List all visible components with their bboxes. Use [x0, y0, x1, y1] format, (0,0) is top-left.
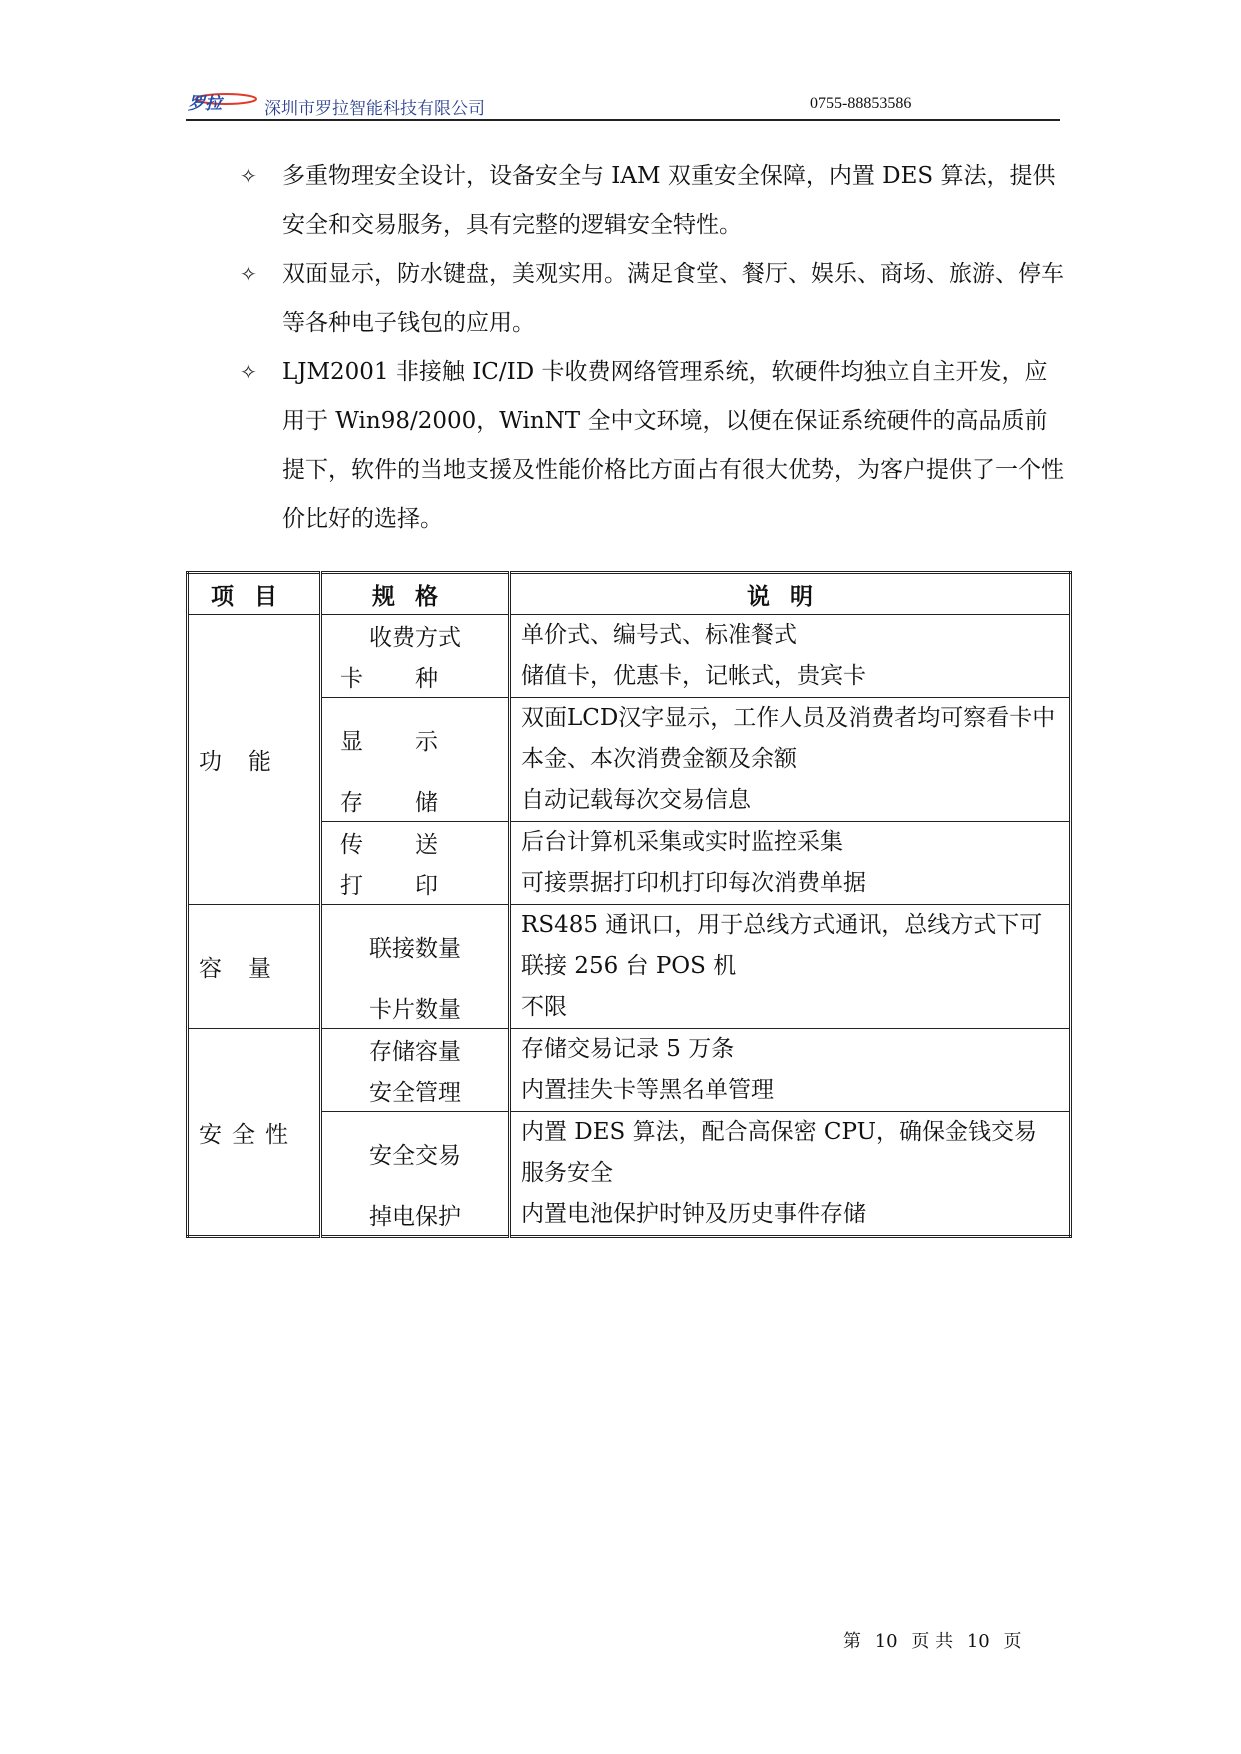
table-row [188, 822, 1071, 864]
page-footer [843, 1627, 1029, 1653]
spec-cell: 收费方式 [321, 615, 510, 657]
spec-cell: 存储容量 [321, 1029, 510, 1071]
table-row [188, 1112, 1071, 1195]
category-function: 功能 [188, 615, 321, 905]
diamond-bullet-icon: ✧ [240, 164, 257, 188]
feature-text: 双面显示，防水键盘，美观实用。满足食堂、餐厅、娱乐、商场、旅游、停车等各种电子钱包的应用。 [282, 261, 1064, 336]
feature-text: 多重物理安全设计，设备安全与 IAM 双重安全保障，内置 DES 算法，提供安全和交易服务，具有完整的逻辑安全特性。 [282, 163, 1056, 238]
header-item: 项目 [188, 573, 321, 615]
spec-cell: 打印 [321, 863, 510, 905]
spec-cell: 传送 [321, 822, 510, 864]
feature-list [236, 152, 1066, 544]
diamond-bullet-icon: ✧ [240, 360, 257, 384]
feature-item [236, 348, 1066, 544]
desc-cell: 不限 [521, 994, 567, 1020]
company-logo-icon [186, 90, 262, 112]
spec-cell: 安全交易 [321, 1112, 510, 1195]
desc-cell: 储值卡，优惠卡，记帐式，贵宾卡 [521, 663, 866, 689]
page-label-mid: 页 共 [911, 1631, 954, 1652]
page-label-prefix: 第 [843, 1631, 861, 1652]
feature-item [236, 152, 1066, 250]
desc-cell: 自动记载每次交易信息 [521, 787, 751, 813]
spec-cell: 卡种 [321, 656, 510, 698]
table-row [188, 780, 1071, 822]
desc-cell: 后台计算机采集或实时监控采集 [510, 822, 1071, 864]
company-name: 深圳市罗拉智能科技有限公司 [264, 99, 485, 119]
spec-cell: 联接数量 [321, 905, 510, 988]
desc-cell: 内置 DES 算法，配合高保密 CPU，确保金钱交易服务安全 [510, 1112, 1071, 1195]
page-header [186, 88, 1060, 120]
table-row [188, 656, 1071, 698]
desc-cell: 双面LCD汉字显示，工作人员及消费者均可察看卡中本金、本次消费金额及余额 [510, 698, 1071, 781]
table-row [188, 1070, 1071, 1112]
spec-cell: 安全管理 [321, 1070, 510, 1112]
desc-cell: 内置电池保护时钟及历史事件存储 [521, 1201, 866, 1227]
desc-cell: 存储交易记录 5 万条 [510, 1029, 1071, 1071]
desc-cell: RS485 通讯口，用于总线方式通讯，总线方式下可联接 256 台 POS 机 [510, 905, 1071, 988]
table-row [188, 698, 1071, 781]
spec-cell: 卡片数量 [321, 987, 510, 1029]
table-row [188, 615, 1071, 657]
diamond-bullet-icon: ✧ [240, 262, 257, 286]
spec-cell: 显示 [321, 698, 510, 781]
desc-cell: 内置挂失卡等黑名单管理 [521, 1077, 774, 1103]
category-security: 安全性 [188, 1029, 321, 1237]
header-desc: 说明 [510, 573, 1071, 615]
page-total: 10 [966, 1631, 990, 1652]
page-label-suffix: 页 [1003, 1631, 1022, 1652]
table-row [188, 1194, 1071, 1237]
table-header-row [188, 573, 1071, 615]
spec-cell: 存储 [321, 780, 510, 822]
table-row [188, 905, 1071, 988]
feature-text: LJM2001 非接触 IC/ID 卡收费网络管理系统，软硬件均独立自主开发，应用于 Win98/2000，WinNT 全中文环境，以便在保证系统硬件的高品质前提下，软件的当地支援及性能价格比方面占有很大优势，为客户提供了一个性价比好的选择。 [282, 359, 1064, 532]
spec-cell: 掉电保护 [321, 1194, 510, 1237]
spec-table [186, 571, 1072, 1238]
header-divider [186, 119, 1060, 121]
desc-cell: 单价式、编号式、标准餐式 [521, 622, 797, 648]
table-row [188, 987, 1071, 1029]
page-current: 10 [874, 1631, 898, 1652]
header-spec: 规格 [321, 573, 510, 615]
table-row [188, 1029, 1071, 1071]
desc-cell: 可接票据打印机打印每次消费单据 [521, 870, 866, 896]
category-capacity: 容量 [188, 905, 321, 1029]
company-phone: 0755-88853586 [810, 95, 912, 112]
table-row [188, 863, 1071, 905]
svg-text:罗拉: 罗拉 [188, 94, 222, 112]
feature-item [236, 250, 1066, 348]
